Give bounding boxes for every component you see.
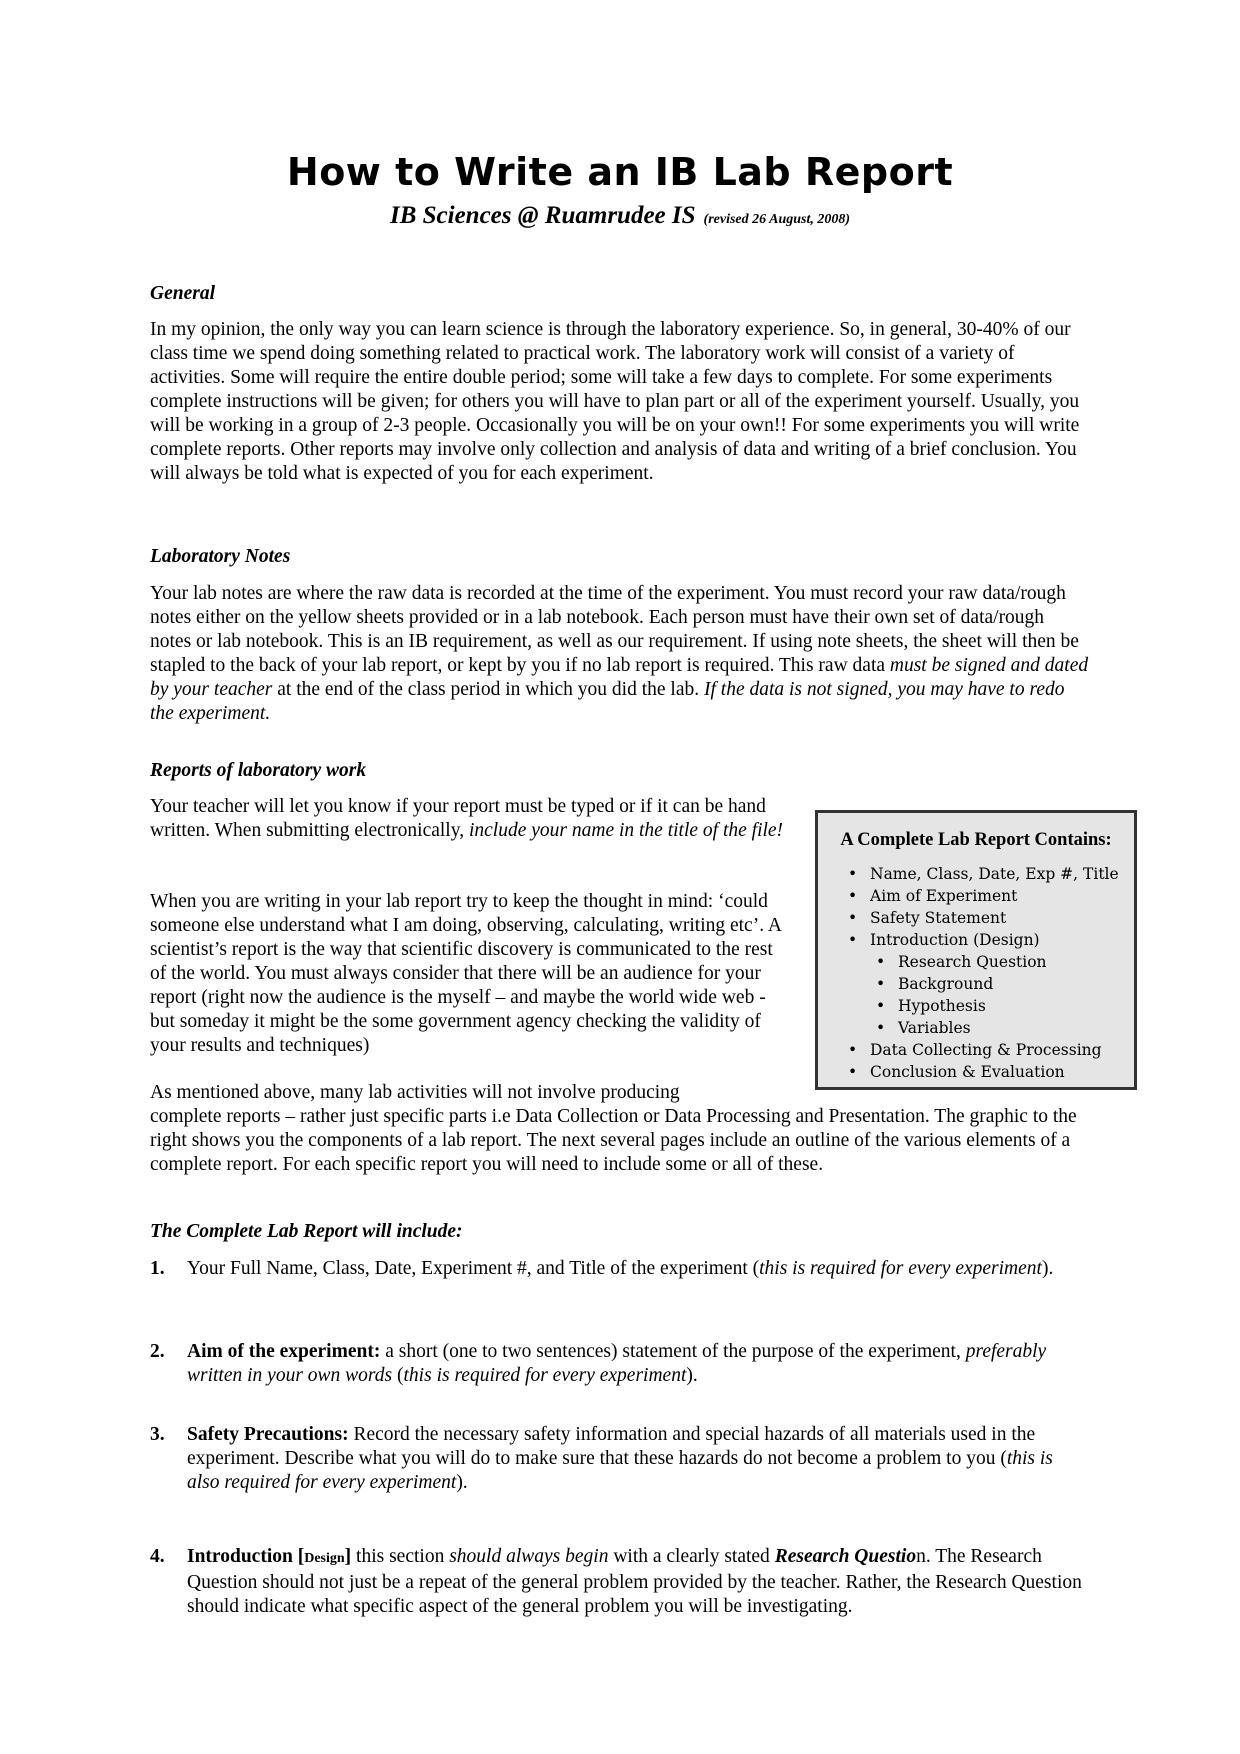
- list-item-1: [150, 1257, 1090, 1281]
- reports-p3-a: As mentioned above, many lab activities will not involve producing: [150, 1082, 680, 1103]
- list-item-4: [150, 1545, 1090, 1619]
- item-text: Your Full Name, Class, Date, Experiment #, and Title of the experiment (: [187, 1258, 760, 1279]
- item-text: with a clearly stated: [608, 1546, 775, 1567]
- box-item: • Data Collecting & Processing: [818, 1039, 1119, 1061]
- box-subitem: • Background: [818, 973, 1119, 995]
- item-number: 4.: [150, 1546, 165, 1567]
- item-emphasis: preferably written in your own words: [187, 1341, 1047, 1386]
- item-text: (: [392, 1365, 404, 1386]
- reports-heading: Reports of laboratory work: [150, 760, 367, 781]
- box-list: [818, 863, 1119, 1083]
- general-heading: General: [150, 283, 215, 304]
- item-text: a short (one to two sentences) statement of the purpose of the experiment,: [380, 1341, 966, 1362]
- item-strong-emphasis: Research Questio: [774, 1546, 917, 1567]
- reports-paragraph-2: [150, 890, 790, 1058]
- box-item: • Introduction (Design): [818, 929, 1119, 951]
- reports-paragraph-1: [150, 795, 790, 843]
- item-text: this section: [351, 1546, 450, 1567]
- document-subtitle: [0, 202, 1240, 230]
- item-label: Aim of the experiment:: [187, 1341, 381, 1362]
- item-label-end: ]: [344, 1546, 352, 1567]
- item-number: 3.: [150, 1424, 165, 1445]
- document-title: How to Write an IB Lab Report: [286, 150, 954, 194]
- item-label: Introduction [: [187, 1546, 305, 1567]
- reports-p2: When you are writing in your lab report try to keep the thought in mind: ‘could someone else understand what I am doing, observing, calculating, writing etc’. A scientist’s report is the way that scientific discovery is communicated to the rest of the world. You must always consider that there will be an audience for your report (right now the audience is the myself – and maybe the world wide web - but someday it might be the some government agency checking the validity of your results and techniques): [150, 891, 781, 1056]
- box-title: A Complete Lab Report Contains:: [840, 830, 1112, 850]
- item-text: Record the necessary safety information and special hazards of all materials used in the experiment. Describe what you will do to make sure that these hazards do not become a problem to you (: [187, 1424, 1036, 1469]
- box-item: • Name, Class, Date, Exp #, Title: [818, 863, 1119, 885]
- lab-notes-paragraph: [150, 582, 1090, 726]
- revision-date: (revised 26 August, 2008): [703, 212, 851, 227]
- subtitle-text: IB Sciences @ Ruamrudee IS: [389, 202, 696, 229]
- reports-p3-b: complete reports – rather just specific parts i.e Data Collection or Data Processing and Presentation. The graphic to the right shows you the components of a lab report. The next several pages include an outline of the various elements of a complete report. For each specific report you will need to include some or all of these.: [150, 1106, 1077, 1175]
- reports-p1-b: include your name in the title of the file!: [468, 820, 784, 841]
- general-text: In my opinion, the only way you can learn science is through the laboratory experience. So, in general, 30-40% of our class time we spend doing something related to practical work. The laboratory work will consist of a variety of activities. Some will require the entire double period; some will take a few days to complete. For some experiments complete instructions will be given; for others you will have to plan part or all of the experiment yourself. Usually, you will be working in a group of 2-3 people. Occasionally you will be on your own!! For some experiments you will write complete reports. Other reports may involve only collection and analysis of data and writing of a brief conclusion. You will always be told what is expected of you for each experiment.: [150, 319, 1080, 484]
- item-label-small: Design: [304, 1551, 345, 1566]
- list-item-2: [150, 1340, 1090, 1388]
- general-paragraph: [150, 318, 1090, 486]
- item-emphasis: this is required for every experiment: [403, 1365, 687, 1386]
- item-label: Safety Precautions:: [187, 1424, 349, 1445]
- lab-notes-text-b: must be signed and dated by your teacher: [150, 655, 1089, 700]
- box-subitem: • Research Question: [818, 951, 1119, 973]
- item-emphasis: this is also required for every experiment: [187, 1448, 1053, 1493]
- lab-notes-text-a: Your lab notes are where the raw data is recorded at the time of the experiment. You must record your raw data/rough notes either on the yellow sheets provided or in a lab notebook. Each person must have their own set of data/rough notes or lab notebook. This is an IB requirement, as well as our requirement. If using note sheets, the sheet will then be stapled to the back of your lab report, or kept by you if no lab report is required. This raw data: [150, 583, 1079, 676]
- complete-report-heading: The Complete Lab Report will include:: [150, 1221, 463, 1242]
- box-item: • Aim of Experiment: [818, 885, 1119, 907]
- item-emphasis: should always begin: [449, 1546, 609, 1567]
- lab-notes-text-d: If the data is not signed, you may have to redo the experiment.: [150, 679, 1065, 724]
- lab-report-contents-box: [815, 810, 1137, 1090]
- box-item: • Safety Statement: [818, 907, 1119, 929]
- list-item-3: [150, 1423, 1090, 1495]
- lab-notes-text-c: at the end of the class period in which you did the lab.: [272, 679, 704, 700]
- item-number: 2.: [150, 1341, 165, 1362]
- item-number: 1.: [150, 1258, 165, 1279]
- item-emphasis: this is required for every experiment: [759, 1258, 1042, 1279]
- item-text: ).: [456, 1472, 468, 1493]
- item-text: ).: [1041, 1258, 1054, 1279]
- item-text: n. The Research Question should not just be a repeat of the general problem provided by the teacher. Rather, the Research Question should indicate what specific aspect of the general problem you will be investigating.: [187, 1546, 1082, 1617]
- reports-paragraph-3: [150, 1081, 1090, 1177]
- reports-p1-a: Your teacher will let you know if your report must be typed or if it can be hand written. When submitting electronically,: [150, 796, 766, 841]
- box-item: • Conclusion & Evaluation: [818, 1061, 1119, 1083]
- lab-notes-heading: Laboratory Notes: [150, 546, 291, 567]
- box-subitem: • Variables: [818, 1017, 1119, 1039]
- box-subitem: • Hypothesis: [818, 995, 1119, 1017]
- item-text: ).: [686, 1365, 698, 1386]
